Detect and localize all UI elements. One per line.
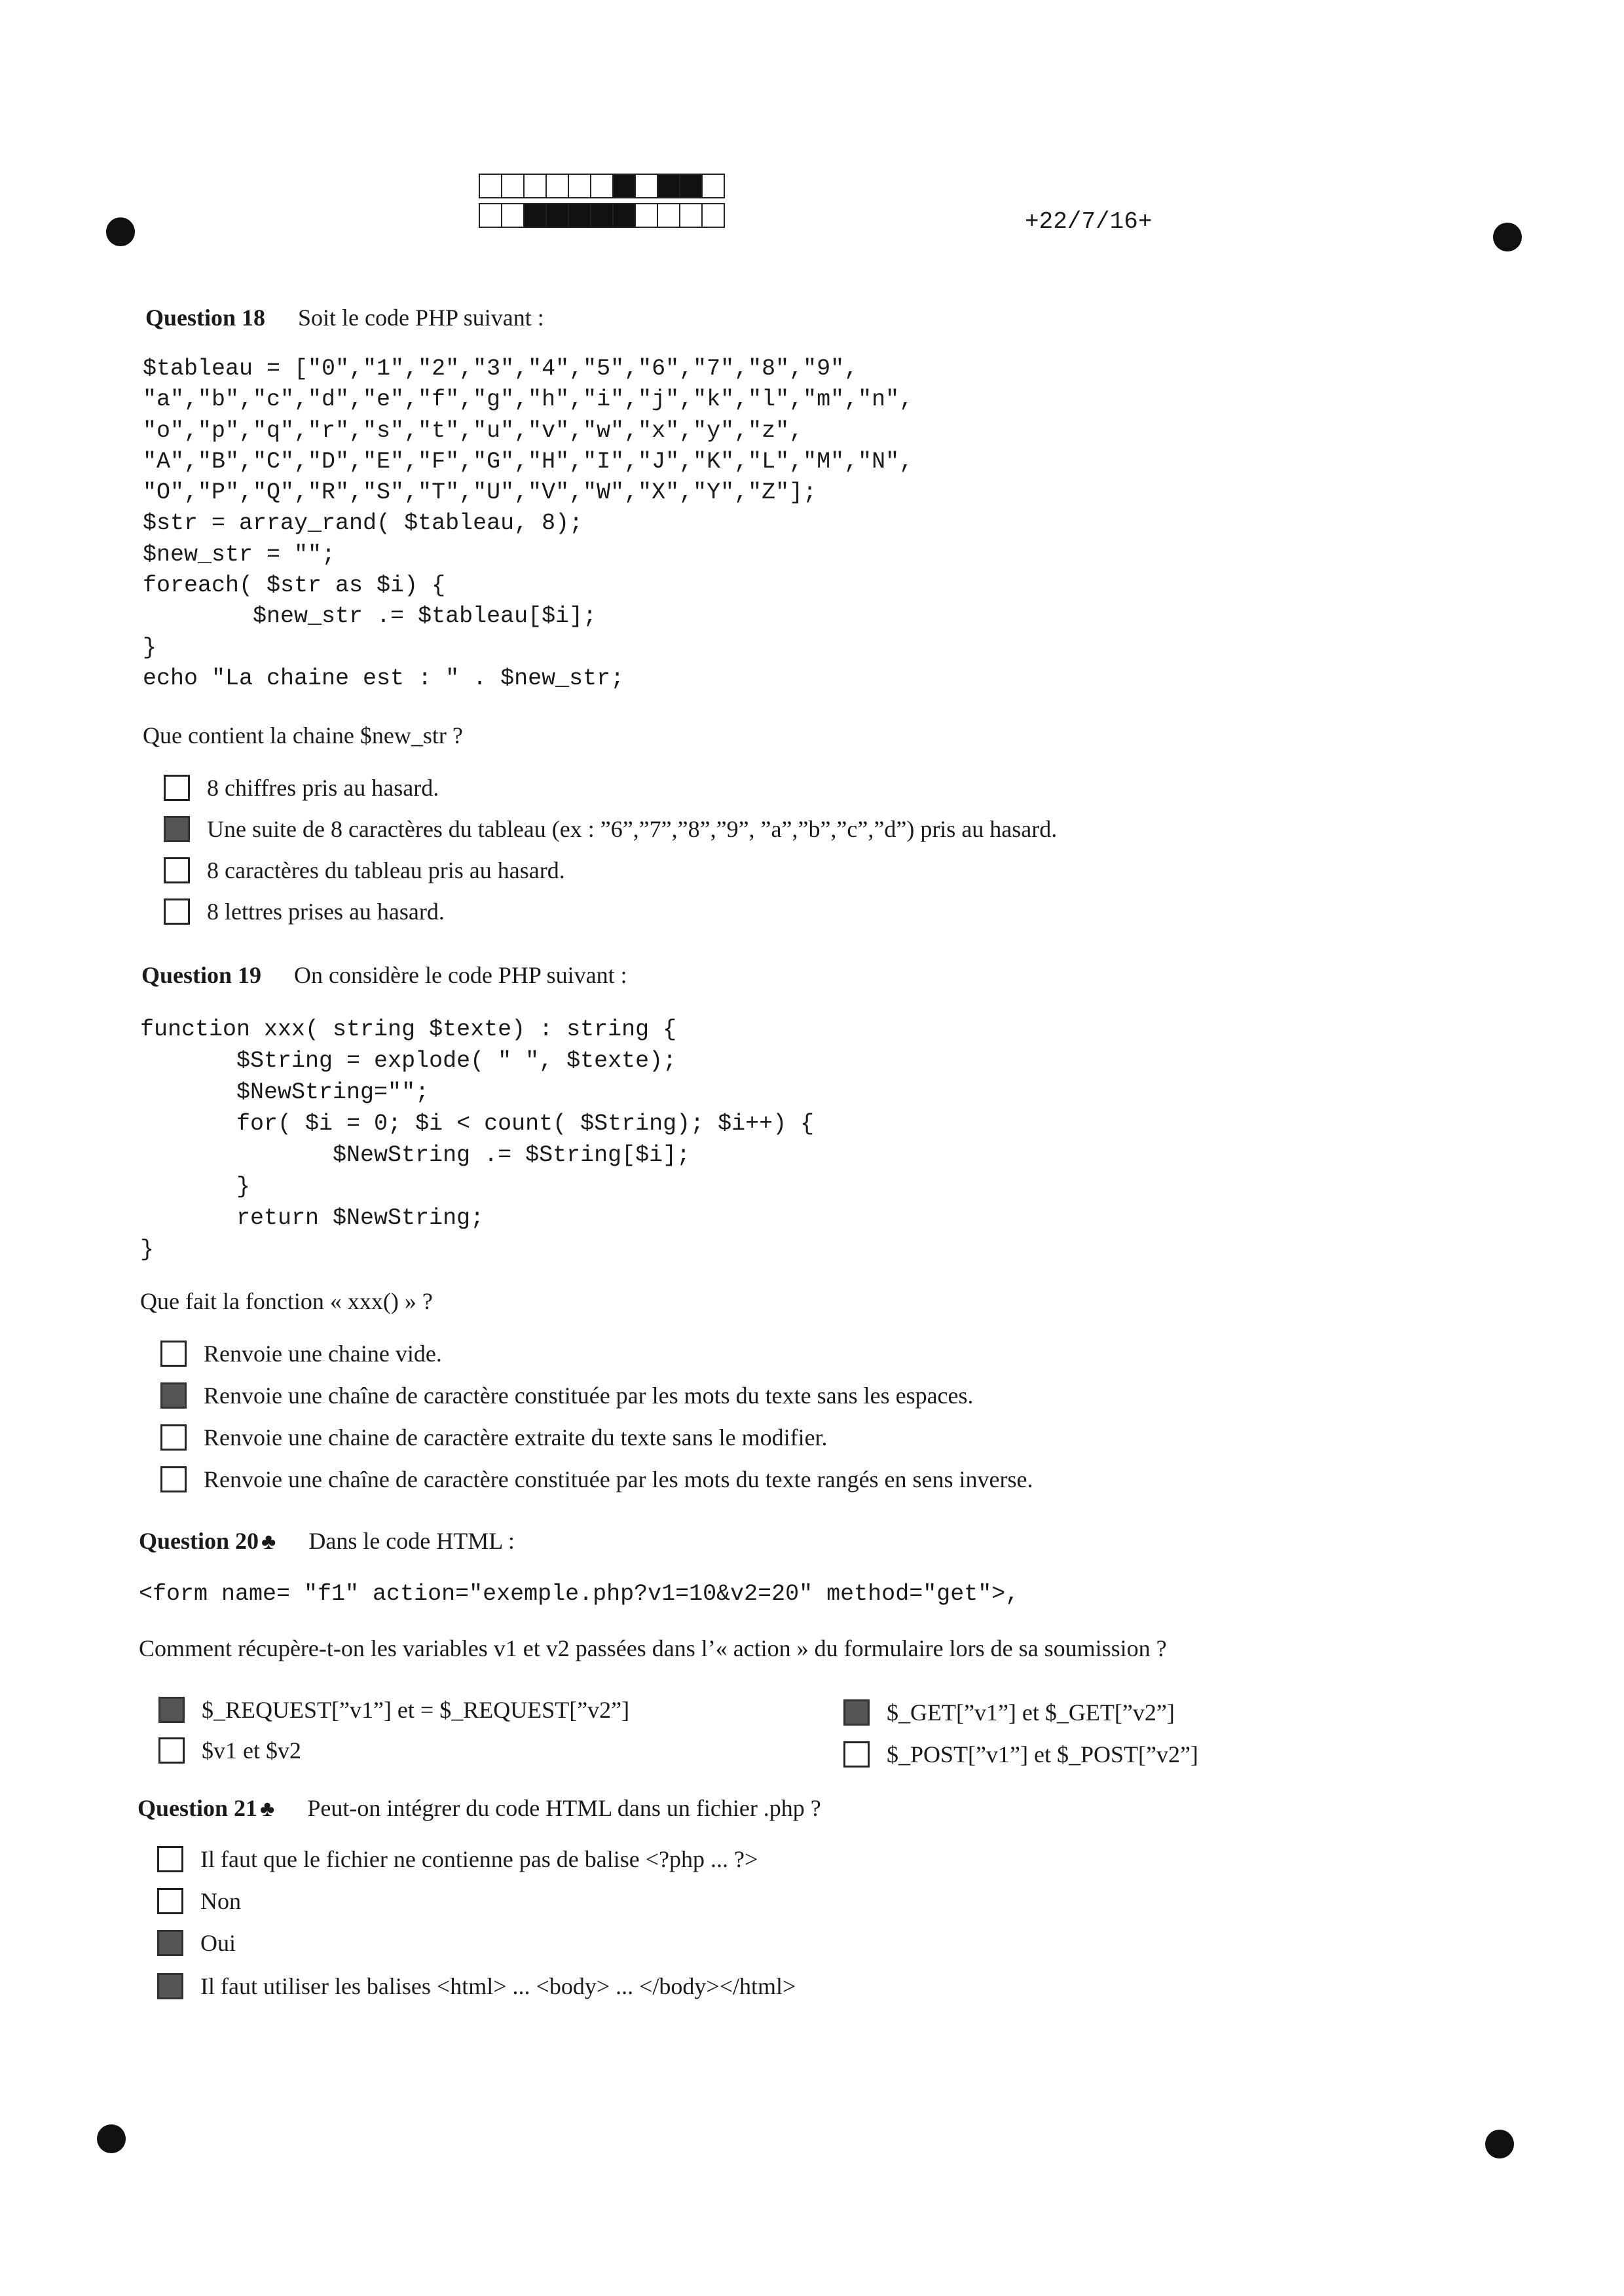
q20-choice[interactable] <box>843 1741 1198 1768</box>
question-intro: Soit le code PHP suivant : <box>298 305 544 331</box>
checkbox[interactable] <box>160 1341 187 1367</box>
barcode-cell <box>657 203 680 228</box>
q19-choice[interactable] <box>160 1382 974 1409</box>
checkbox[interactable] <box>843 1699 870 1726</box>
checkbox[interactable] <box>164 898 190 925</box>
q19-choice[interactable] <box>160 1466 1033 1493</box>
choice-label: Renvoie une chaine vide. <box>204 1341 442 1367</box>
q20-choice[interactable] <box>843 1699 1175 1726</box>
barcode-cell <box>568 203 591 228</box>
barcode-cell <box>612 203 636 228</box>
q21-choice[interactable] <box>157 1972 796 2000</box>
registration-mark-top-left <box>106 217 135 246</box>
registration-mark-top-right <box>1493 223 1522 251</box>
choice-label: Renvoie une chaine de caractère extraite du texte sans le modifier. <box>204 1424 828 1451</box>
checkbox[interactable] <box>164 816 190 842</box>
question-19-header <box>141 961 627 989</box>
question-number: Question 21 <box>138 1795 258 1821</box>
q19-choice[interactable] <box>160 1424 828 1451</box>
barcode-cell <box>590 203 614 228</box>
barcode-cell <box>545 203 569 228</box>
checkbox[interactable] <box>160 1382 187 1409</box>
q19-code-block: function xxx( string $texte) : string { $String = explode( " ", $texte); $NewString=""; for( $i = 0; $i < count( $String); $i++) { $NewString .= $String[$i]; } return $NewString; } <box>140 1016 815 1263</box>
club-icon: ♣ <box>261 1530 276 1554</box>
q18-choice[interactable] <box>164 857 565 884</box>
question-intro: Dans le code HTML : <box>308 1528 515 1554</box>
q21-choice[interactable] <box>157 1929 236 1957</box>
q18-prompt: Que contient la chaine $new_str ? <box>143 722 463 749</box>
barcode-cell <box>701 203 725 228</box>
q18-choice[interactable] <box>164 815 1057 843</box>
registration-mark-bottom-left <box>97 2124 126 2153</box>
barcode-cell <box>657 174 680 198</box>
choice-label: $_POST[”v1”] et $_POST[”v2”] <box>887 1741 1198 1768</box>
barcode-cell <box>612 174 636 198</box>
q20-prompt: Comment récupère-t-on les variables v1 et v2 passées dans l’« action » du formulaire lors de sa soumission ? <box>139 1635 1167 1661</box>
q21-choice[interactable] <box>157 1845 758 1873</box>
checkbox[interactable] <box>160 1424 187 1451</box>
q18-choice[interactable] <box>164 774 439 802</box>
barcode-cell <box>635 174 658 198</box>
page-identifier: +22/7/16+ <box>1025 208 1153 235</box>
checkbox[interactable] <box>157 1888 183 1914</box>
registration-mark-bottom-right <box>1485 2130 1514 2158</box>
barcode-cell <box>479 174 502 198</box>
choice-label: $_REQUEST[”v1”] et = $_REQUEST[”v2”] <box>202 1697 630 1723</box>
barcode-cell <box>523 174 547 198</box>
barcode-row-1 <box>480 174 725 198</box>
choice-label: Renvoie une chaîne de caractère constituée par les mots du texte rangés en sens inverse. <box>204 1466 1033 1492</box>
q20-choice[interactable] <box>158 1696 629 1724</box>
question-number: Question 19 <box>141 962 262 988</box>
barcode-cell <box>590 174 614 198</box>
checkbox[interactable] <box>157 1846 183 1872</box>
q20-code-block: <form name= "f1" action="exemple.php?v1=10&v2=20" method="get">, <box>139 1581 1020 1607</box>
q18-code-block: $tableau = ["0","1","2","3","4","5","6","7","8","9", "a","b","c","d","e","f","g","h","i","j","k","l","m","n", "o","p","q","r","s","t","u","v","w","x","y","z", "A","B","C","D","E","F","G","H","I","J","K","L","M","N", "O","P","Q","R","S","T","U","V","W","X","Y","Z"]; $str = array_rand( $tableau, 8); $new_str = ""; foreach( $str as $i) { $new_str .= $tableau[$i]; } echo "La chaine est : " . $new_str; <box>143 356 913 692</box>
barcode-cell <box>701 174 725 198</box>
q19-choice[interactable] <box>160 1340 442 1367</box>
barcode-cell <box>679 174 703 198</box>
club-icon: ♣ <box>260 1797 275 1821</box>
checkbox[interactable] <box>164 857 190 883</box>
question-21-header <box>138 1794 821 1822</box>
barcode-cell <box>523 203 547 228</box>
q20-choice[interactable] <box>158 1737 301 1764</box>
choice-label: Il faut que le fichier ne contienne pas de balise <?php ... ?> <box>200 1846 758 1872</box>
checkbox[interactable] <box>160 1466 187 1492</box>
q18-choice[interactable] <box>164 898 445 925</box>
q19-prompt: Que fait la fonction « xxx() » ? <box>140 1288 433 1314</box>
question-18-header <box>145 304 544 331</box>
barcode-cell <box>501 174 525 198</box>
question-number: Question 20 <box>139 1528 259 1554</box>
barcode-cell <box>635 203 658 228</box>
q21-choice[interactable] <box>157 1887 241 1915</box>
choice-label: Non <box>200 1888 241 1914</box>
barcode-cell <box>568 174 591 198</box>
checkbox[interactable] <box>158 1697 185 1723</box>
choice-label: $v1 et $v2 <box>202 1737 301 1764</box>
barcode-cell <box>545 174 569 198</box>
choice-label: 8 chiffres pris au hasard. <box>207 775 439 801</box>
choice-label: $_GET[”v1”] et $_GET[”v2”] <box>887 1699 1175 1726</box>
question-intro: On considère le code PHP suivant : <box>294 962 627 988</box>
question-number: Question 18 <box>145 305 266 331</box>
question-intro: Peut-on intégrer du code HTML dans un fichier .php ? <box>307 1795 821 1821</box>
choice-label: Oui <box>200 1930 236 1956</box>
barcode-cell <box>479 203 502 228</box>
checkbox[interactable] <box>164 775 190 801</box>
barcode-cell <box>501 203 525 228</box>
barcode-row-2 <box>480 203 725 228</box>
checkbox[interactable] <box>843 1741 870 1768</box>
question-20-header <box>139 1527 515 1555</box>
choice-label: Il faut utiliser les balises <html> ... <body> ... </body></html> <box>200 1973 796 1999</box>
choice-label: Renvoie une chaîne de caractère constituée par les mots du texte sans les espaces. <box>204 1382 974 1409</box>
checkbox[interactable] <box>157 1930 183 1956</box>
choice-label: 8 caractères du tableau pris au hasard. <box>207 857 565 883</box>
checkbox[interactable] <box>158 1737 185 1764</box>
checkbox[interactable] <box>157 1973 183 1999</box>
choice-label: Une suite de 8 caractères du tableau (ex : ”6”,”7”,”8”,”9”, ”a”,”b”,”c”,”d”) pris au hasard. <box>207 816 1058 842</box>
choice-label: 8 lettres prises au hasard. <box>207 898 445 925</box>
barcode-cell <box>679 203 703 228</box>
